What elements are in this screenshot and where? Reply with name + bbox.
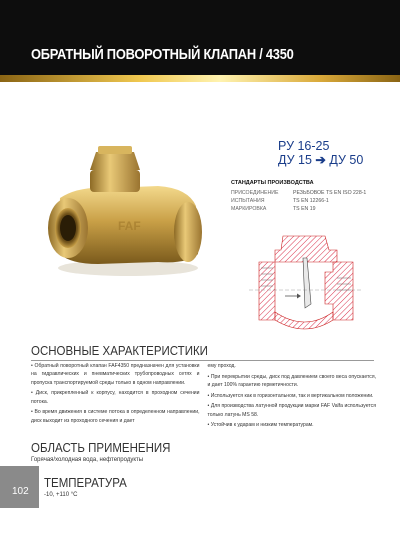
characteristics-text: [31, 362, 376, 432]
diameter-from: ДУ 15: [278, 153, 312, 167]
standards-row: [231, 205, 381, 213]
page-number: 102: [12, 486, 29, 497]
standards-value: TS EN 12266-1: [293, 198, 329, 204]
paragraph: • Для производства латунной продукции марки FAF Valfa используется только латунь MS 58.: [207, 403, 376, 418]
header-bar: [0, 0, 400, 75]
temperature-text: -10, +110 °C: [44, 492, 78, 498]
gold-stripe: [0, 75, 400, 82]
applications-heading: ОБЛАСТЬ ПРИМЕНЕНИЯ: [31, 441, 171, 455]
paragraph: • Диск, прикрепленный к корпусу, находится в проходном сечении потока.: [31, 390, 200, 405]
svg-text:FAF: FAF: [118, 219, 141, 233]
standards-row: [231, 189, 381, 197]
standards-title: СТАНДАРТЫ ПРОИЗВОДСТВА: [231, 180, 314, 186]
paragraph: • Устойчив к ударам и низким температурам.: [207, 422, 314, 429]
paragraph: • Обратный поворотный клапан FAF4350 предназначен для установки на гидравлических и пневматических трубопроводных сетях и пропуска транспортируемой среды только в одном направлении.: [31, 363, 200, 386]
diameter-to: ДУ 50: [329, 153, 364, 167]
text-column-right: [208, 362, 377, 432]
paragraph: • При перекрытии среды, диск под давлением своего веса опускается, и дает 100% гарантию герметичности.: [207, 373, 376, 388]
paragraph: • Используется как в горизонтальном, так и вертикальном положении.: [207, 392, 374, 399]
paragraph: ему проход.: [207, 363, 236, 369]
valve-photo: [38, 136, 208, 286]
applications-text: Горячая/холодная вода, нефтепродукты: [31, 457, 144, 463]
diameter-range: [278, 153, 378, 167]
standards-table: [231, 180, 381, 213]
standards-label: ИСПЫТАНИЯ: [231, 198, 265, 204]
spec-block: [278, 139, 378, 167]
standards-row: [231, 197, 381, 205]
cross-section-drawing: [245, 228, 365, 338]
page-title: ОБРАТНЫЙ ПОВОРОТНЫЙ КЛАПАН / 4350: [31, 46, 294, 63]
characteristics-heading: ОСНОВНЫЕ ХАРАКТЕРИСТИКИ: [31, 344, 208, 358]
standards-value: РЕЗЬБОВОЕ TS EN ISO 228-1: [293, 190, 367, 196]
divider: [31, 360, 374, 361]
paragraph: • Во время движения в системе потока в определенном направлении, диск выходит из проходного сечения и дает: [31, 409, 200, 424]
text-column-left: [31, 362, 200, 432]
standards-value: TS EN 19: [293, 206, 316, 212]
pressure-rating: РУ 16-25: [278, 139, 330, 153]
standards-label: ПРИСОЕДИНЕНИЕ: [231, 190, 279, 196]
arrow-icon: ➔: [315, 153, 326, 167]
temperature-heading: ТЕМПЕРАТУРА: [44, 476, 127, 490]
standards-label: МАРКИРОВКА: [231, 206, 267, 212]
